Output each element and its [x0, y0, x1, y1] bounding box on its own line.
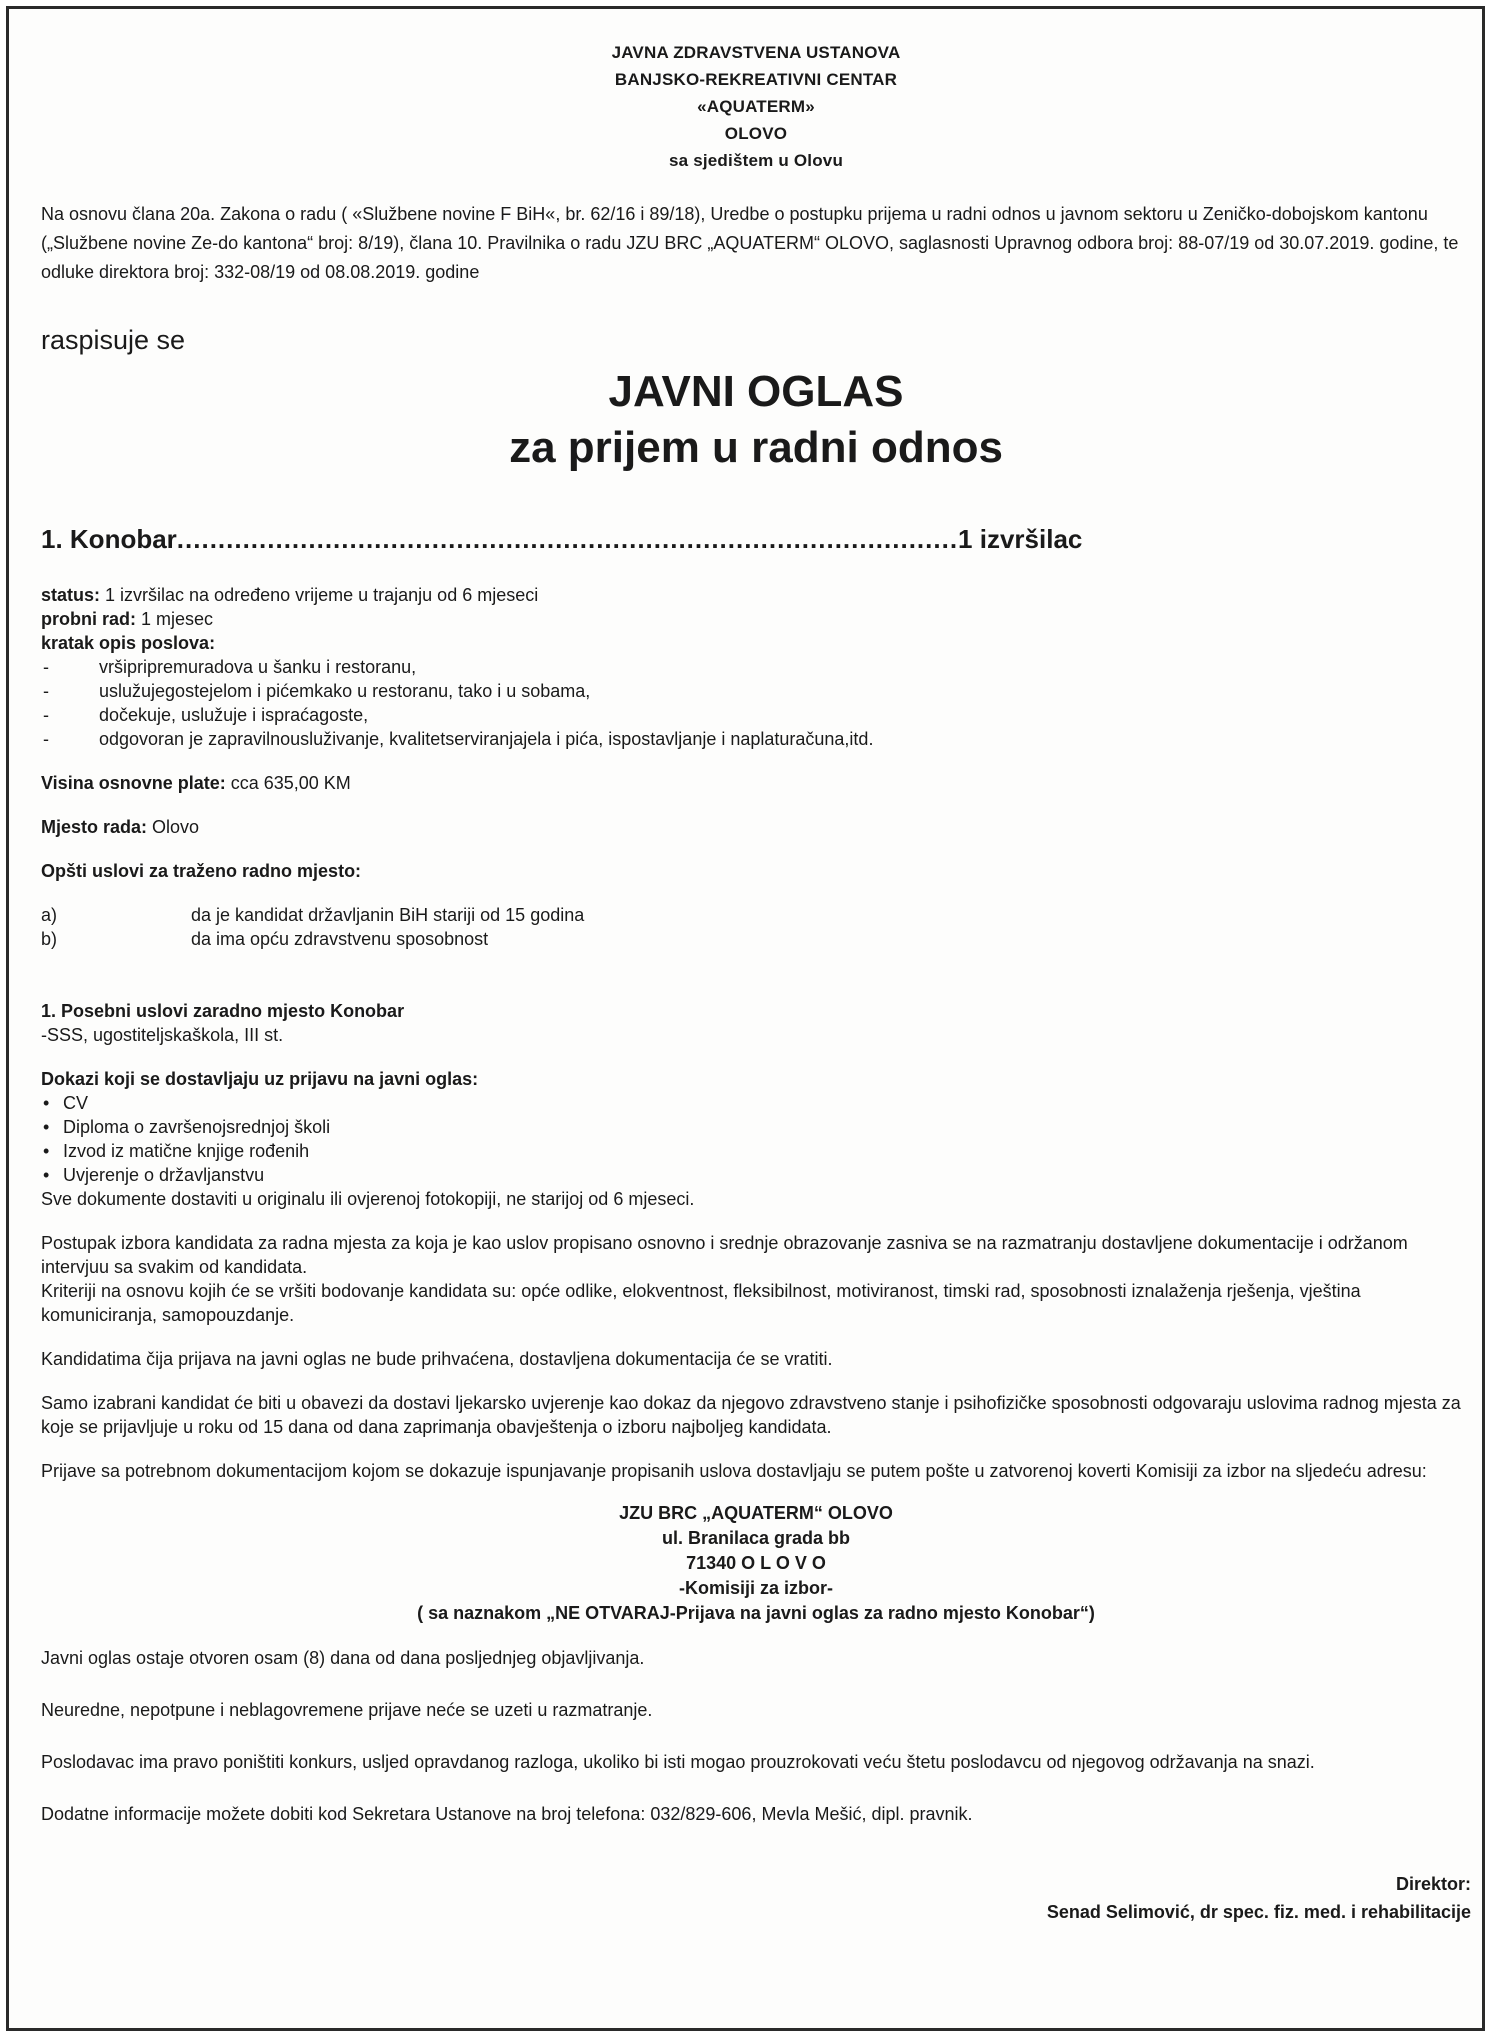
duties-list [41, 655, 1471, 751]
raspisuje-text: raspisuje se [41, 325, 186, 355]
salary-line [41, 771, 1471, 795]
signature-block [41, 1870, 1471, 1926]
list-item: • CV [41, 1091, 1471, 1115]
header-line-3: «AQUATERM» [697, 97, 815, 116]
open-period-paragraph: Javni oglas ostaje otvoren osam (8) dana od dana posljednjeg objavljivanja. [41, 1648, 645, 1668]
workplace-value: Olovo [147, 817, 200, 837]
application-submission-paragraph: Prijave sa potrebnom dokumentacijom kojom se dokazuje ispunjavanje propisanih uslova dostavljaju se putem pošte u zatvorenoj koverti Komisiji za izbor na sljedeću adresu: [41, 1461, 1427, 1481]
condition-key: b) [41, 929, 58, 949]
condition-item [41, 903, 1471, 927]
position-leader-dots: ............................................................................................... [176, 524, 959, 554]
condition-value: da je kandidat državljanin BiH stariji od 15 godina [191, 905, 585, 925]
header-line-2: BANJSKO-REKREATIVNI CENTAR [614, 70, 898, 89]
workplace-label: Mjesto rada: [41, 817, 148, 837]
criteria-paragraph: Kriteriji na osnovu kojih će se vršiti bodovanje kandidata su: opće odlike, elokventnost, fleksibilnost, motiviranost, timski rad, sposobnosti iznalaženja rješenja, vještina komuniciranja, samopouzdanje. [41, 1281, 1361, 1325]
header-line-4: OLOVO [724, 124, 788, 143]
rejected-docs-paragraph: Kandidatima čija prijava na javni oglas ne bude prihvaćena, dostavljena dokumentacija će se vratiti. [41, 1349, 833, 1369]
selection-procedure [41, 1231, 1471, 1327]
list-item: • Diploma o završenojsrednjoj školi [41, 1115, 1471, 1139]
institution-header [41, 39, 1471, 174]
special-conditions-label: 1. Posebni uslovi zaradno mjesto Konobar [41, 1001, 405, 1021]
address-line-3: 71340 O L O V O [686, 1553, 826, 1573]
incomplete-applications-paragraph: Neuredne, nepotpune i neblagovremene prijave neće se uzeti u razmatranje. [41, 1700, 653, 1720]
list-item: - dočekuje, uslužuje i ispraćagoste, [41, 703, 1471, 727]
documents-list [41, 1091, 1471, 1187]
general-conditions-label: Opšti uslovi za traženo radno mjesto: [41, 861, 362, 881]
legal-basis-paragraph: Na osnovu člana 20a. Zakona o radu ( «Službene novine F BiH«, br. 62/16 i 89/18), Uredbe o postupku prijema u radni odnos u javnom sektoru u Zeničko-dobojskom kantonu („Službene novine Ze-do kantona“ broj: 8/19), člana 10. Pravilnika o radu JZU BRC „AQUATERM“ OLOVO, saglasnosti Upravnog odbora broj: 88-07/19 od 30.07.2019. godine, te odluke direktora broj: 332-08/19 od 08.08.2019. godine [41, 204, 1459, 282]
status-line [41, 583, 1471, 607]
announcement-title [41, 364, 1471, 476]
address-line-1: JZU BRC „AQUATERM“ OLOVO [619, 1503, 893, 1523]
cancellation-paragraph: Poslodavac ima pravo poništiti konkurs, usljed opravdanog razloga, ukoliko bi isti mogao prouzrokovati veću štetu poslodavcu od njegovog održavanja na snazi. [41, 1752, 1315, 1772]
status-value: 1 izvršilac na određeno vrijeme u trajanju od 6 mjeseci [100, 585, 539, 605]
status-label: status: [41, 585, 101, 605]
procedure-paragraph: Postupak izbora kandidata za radna mjesta za koja je kao uslov propisano osnovno i srednje obrazovanje zasniva se na razmatranju dostavljene dokumentacije i održanom intervjuu sa svakim od kandidata. [41, 1233, 1408, 1277]
documents-label: Dokazi koji se dostavljaju uz prijavu na javni oglas: [41, 1069, 479, 1089]
general-conditions-list [41, 903, 1471, 951]
document-frame [6, 6, 1485, 2031]
address-line-2: ul. Branilaca grada bb [661, 1528, 851, 1548]
header-line-1: JAVNA ZDRAVSTVENA USTANOVA [611, 43, 901, 62]
document-content [41, 39, 1471, 1926]
condition-key: a) [41, 905, 58, 925]
list-item: - vršipripremuradova u šanku i restoranu, [41, 655, 1471, 679]
probni-value: 1 mjesec [136, 609, 214, 629]
position-count: 1 izvršilac [958, 524, 1083, 554]
condition-item [41, 927, 1471, 951]
probni-label: probni rad: [41, 609, 136, 629]
position-details [41, 583, 1471, 751]
list-item: • Uvjerenje o državljanstvu [41, 1163, 1471, 1187]
list-item: • Izvod iz matične knjige rođenih [41, 1139, 1471, 1163]
condition-value: da ima opću zdravstvenu sposobnost [191, 929, 489, 949]
list-item: - odgovoran je zapravilnousluživanje, kvalitetserviranjajela i pića, ispostavljanje i naplaturačuna,itd. [41, 727, 1471, 751]
list-item: - uslužujegostejelom i pićemkako u restoranu, tako i u sobama, [41, 679, 1471, 703]
signature-title: Direktor: [1395, 1874, 1471, 1894]
salary-label: Visina osnovne plate: [41, 773, 226, 793]
probni-line [41, 607, 1471, 631]
medical-certificate-paragraph: Samo izabrani kandidat će biti u obavezi da dostavi ljekarsko uvjerenje kao dokaz da njegovo zdravstveno stanje i psihofizičke sposobnosti odgovaraju uslovima radnog mjesta za koje se prijavljuje u roku od 15 dana od dana zaprimanja obavještenja o izboru najboljeg kandidata. [41, 1393, 1461, 1437]
title-line-2: za prijem u radni odnos [509, 423, 1003, 472]
header-line-5: sa sjedištem u Olovu [668, 151, 844, 170]
contact-info-paragraph: Dodatne informacije možete dobiti kod Sekretara Ustanove na broj telefona: 032/829-606, Mevla Mešić, dipl. pravnik. [41, 1804, 973, 1824]
workplace-line [41, 815, 1471, 839]
special-conditions [41, 999, 1471, 1047]
mailing-address [41, 1501, 1471, 1626]
address-line-4: -Komisiji za izbor- [678, 1578, 833, 1598]
position-heading [41, 524, 1471, 555]
opis-label: kratak opis poslova: [41, 633, 216, 653]
position-name: 1. Konobar [41, 524, 177, 554]
documents-section [41, 1067, 1471, 1211]
signature-name: Senad Selimović, dr spec. fiz. med. i rehabilitacije [1046, 1902, 1471, 1922]
special-conditions-value: -SSS, ugostiteljskaškola, III st. [41, 1025, 284, 1045]
salary-value: cca 635,00 KM [225, 773, 351, 793]
address-line-5: ( sa naznakom „NE OTVARAJ-Prijava na javni oglas za radno mjesto Konobar“) [417, 1603, 1095, 1623]
title-line-1: JAVNI OGLAS [608, 367, 904, 416]
documents-note: Sve dokumente dostaviti u originalu ili ovjerenoj fotokopiji, ne starijoj od 6 mjeseci. [41, 1189, 695, 1209]
